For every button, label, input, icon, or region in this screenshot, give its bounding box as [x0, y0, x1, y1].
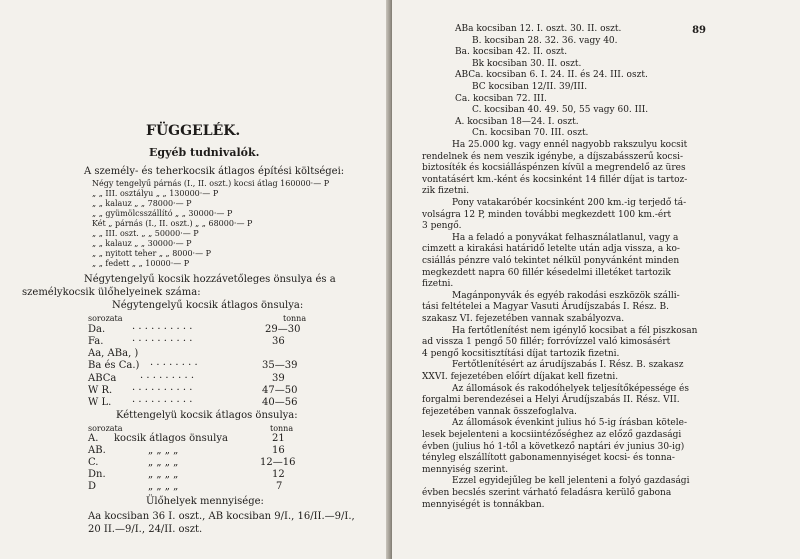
body-line: megkezdett napra 60 fillér késedelmi illetéket tartozik: [422, 267, 671, 278]
body-line: évben becslés szerint várható feladásra kerülő gabona: [422, 488, 672, 498]
seats-heading: Ülőhelyek mennyisége:: [146, 496, 264, 507]
seat-line: Bk kocsiban 30. II. oszt.: [472, 58, 582, 69]
body-line: biztosíték és kocsiálláspénzen kívül a megrendelő az üres: [422, 163, 686, 174]
body-line: tényleg elszállított gabonamennyiséget kocsi- és tonna-: [422, 453, 675, 464]
cost-row: Két „ párnás (I., II. oszt.) „ „ 68000·— P: [92, 219, 253, 228]
body-line: mennyiség szerint.: [422, 464, 509, 475]
body-line: mennyiségét is tonnákban.: [422, 499, 545, 510]
body-line: rendelnek és nem veszik igénybe, a díjszabásszerű kocsi-: [422, 151, 683, 162]
seat-line: C. kocsiban 40. 49. 50, 55 vagy 60. III.: [472, 105, 649, 116]
right-page: [392, 0, 800, 559]
body-line: szakasz VI. fejezetében vannak szabályozva.: [422, 314, 625, 324]
four-axle-value: 29—30: [265, 324, 301, 335]
four-axle-name: W R.: [88, 385, 113, 396]
binding-thread: [390, 60, 391, 380]
cost-row: „ „ kalauz „ „ 78000·— P: [92, 199, 192, 208]
two-axle-name: A.: [88, 433, 99, 444]
body-line: 4 pengő kocsitisztítási díjat tartozik fizetni.: [422, 348, 620, 359]
body-line: Ha a feladó a ponyvákat felhasználatlanul, vagy a: [452, 232, 679, 243]
dot-leader: · · · · · · · ·: [150, 360, 198, 371]
appendix-title: FÜGGELÉK.: [146, 123, 241, 139]
four-axle-name: Ba és Ca.): [88, 360, 140, 371]
cost-row: „ „ gyümölcsszállító „ „ 30000·— P: [92, 209, 233, 218]
two-axle-desc: „ „ „ „: [148, 445, 179, 456]
body-line: Ha 25.000 kg. vagy ennél nagyobb rakszulyu kocsit: [452, 140, 688, 150]
two-axle-name: D: [88, 481, 97, 492]
four-axle-name: Aa, ABa, ): [88, 348, 139, 359]
two-axle-value: 16: [272, 445, 285, 456]
seat-intro-line-1: Négytengelyű kocsik hozzávetőleges önsulya és a: [84, 274, 336, 285]
cost-row: „ „ fedett „ „ 10000·— P: [92, 259, 190, 268]
body-line: zik fizetni.: [422, 186, 470, 197]
four-axle-name: ABCa: [88, 373, 117, 384]
four-axle-heading: Négytengelyű kocsik átlagos önsulya:: [112, 300, 304, 311]
body-line: ad vissza 1 pengő 50 fillér; forróvízzel való kimosásért: [422, 337, 671, 348]
page-number: 89: [692, 25, 706, 36]
body-line: Ezzel egyidejűleg be kell jelenteni a folyó gazdasági: [452, 476, 690, 487]
cost-row: „ „ kalauz „ „ 30000·— P: [92, 239, 192, 248]
body-line: Az állomások és rakodóhelyek teljesítőképessége és: [452, 383, 689, 394]
left-page: [0, 0, 392, 559]
seat-line: A. kocsiban 18—24. I. oszt.: [455, 116, 579, 127]
dot-leader: · · · · · · · · · ·: [132, 336, 193, 347]
two-axle-value: 12—16: [260, 457, 296, 468]
two-axle-desc: „ „ „ „: [148, 457, 179, 468]
body-line: lesek bejelenteni a kocsiintézőséghez az előző gazdasági: [422, 430, 682, 440]
col-series-label: sorozata: [88, 424, 123, 433]
four-axle-name: W L.: [88, 397, 112, 408]
cost-row: „ „ nyitott teher „ „ 8000·— P: [92, 249, 212, 258]
dot-leader: · · · · · · · · · ·: [132, 397, 193, 408]
two-axle-value: 21: [272, 433, 285, 444]
col-series-label: sorozata: [88, 314, 123, 323]
dot-leader: · · · · · · · · · ·: [132, 385, 193, 396]
four-axle-value: 39: [272, 373, 285, 384]
seat-intro-line-2: személykocsik ülőhelyeinek száma:: [22, 287, 201, 298]
subtitle: Egyéb tudnivalók.: [149, 146, 260, 159]
dot-leader: · · · · · · · · ·: [140, 373, 195, 384]
two-axle-desc: „ „ „ „: [148, 481, 179, 492]
body-line: Pony vatakaróbér kocsinként 200 km.-ig terjedő tá-: [452, 198, 687, 208]
body-line: vontatásért km.-ként és kocsinként 14 fillér díjat is tartoz-: [422, 174, 688, 185]
body-line: Magánponyvák és egyéb rakodási eszközök szálli-: [452, 290, 680, 301]
body-line: évben (julius hó 1-től a következő naptári év junius 30-ig): [422, 441, 685, 452]
body-line: fizetni.: [422, 279, 454, 290]
cost-row: „ „ III. oszt. „ „ 50000·— P: [92, 229, 199, 238]
body-line: fejezetében vannak összefoglalva.: [422, 406, 577, 417]
two-axle-name: AB.: [88, 445, 106, 456]
body-line: volságra 12 P, minden további megkezdett 100 km.-ért: [422, 209, 672, 220]
seat-line: BC kocsiban 12/II. 39/III.: [472, 82, 588, 92]
seats-line: 20 II.—9/I., 24/II. oszt.: [88, 524, 203, 535]
four-axle-value: 36: [272, 336, 285, 347]
body-line: csiállás pénzre való tekintet nélkül ponyvánként minden: [422, 256, 680, 266]
col-tonna-label: tonna: [283, 314, 307, 323]
cost-heading: A személy- és teherkocsik átlagos építési költségei:: [84, 166, 345, 177]
col-tonna-label: tonna: [270, 424, 294, 433]
four-axle-name: Da.: [88, 324, 106, 335]
body-line: tási feltételei a Magyar Vasuti Árudíjszabás I. Rész. B.: [422, 302, 669, 313]
body-line: 3 pengő.: [422, 221, 462, 232]
seat-line: Ba. kocsiban 42. II. oszt.: [455, 47, 568, 58]
two-axle-heading: Kéttengelyü kocsik átlagos önsulya:: [116, 410, 298, 421]
two-axle-name: C.: [88, 457, 99, 468]
body-line: Ha fertőtlenítést nem igénylő kocsibat a fél piszkosan: [452, 325, 698, 336]
body-line: forgalmi berendezései a Helyi Árudíjszabás II. Rész. VII.: [422, 395, 680, 406]
body-line: Az állomások évenkint julius hó 5-ig írásban kötele-: [452, 418, 688, 429]
seat-line: ABCa. kocsiban 6. I. 24. II. és 24. III. oszt.: [455, 70, 648, 81]
dot-leader: · · · · · · · · · ·: [132, 324, 193, 335]
body-line: XXVI. fejezetében előírt díjakat kell fizetni.: [422, 372, 619, 382]
two-axle-desc: kocsik átlagos önsulya: [114, 433, 228, 444]
four-axle-name: Fa.: [88, 336, 104, 347]
cost-row: „ „ III. osztályu „ „ 130000·— P: [92, 189, 219, 198]
seat-line: B. kocsiban 28. 32. 36. vagy 40.: [472, 35, 618, 46]
seat-line: ABa kocsiban 12. I. oszt. 30. II. oszt.: [455, 24, 622, 34]
body-line: Fertőtlenítésért az árudíjszabás I. Rész. B. szakasz: [452, 360, 684, 371]
four-axle-value: 47—50: [262, 385, 298, 396]
two-axle-value: 12: [272, 469, 285, 480]
two-axle-desc: „ „ „ „: [148, 469, 179, 480]
two-axle-value: 7: [276, 481, 283, 492]
seat-line: Cn. kocsiban 70. III. oszt.: [472, 128, 589, 139]
cost-row: Négy tengelyű párnás (I., II. oszt.) kocsi átlag 160000·— P: [92, 179, 330, 188]
seat-line: Ca. kocsiban 72. III.: [455, 93, 547, 104]
four-axle-value: 35—39: [262, 360, 298, 371]
two-axle-name: Dn.: [88, 469, 106, 480]
seats-line: Aa kocsiban 36 I. oszt., AB kocsiban 9/I., 16/II.—9/I.,: [88, 511, 355, 522]
four-axle-value: 40—56: [262, 397, 298, 408]
body-line: cimzett a kirakási határidő letelte után adja vissza, a ko-: [422, 244, 680, 255]
